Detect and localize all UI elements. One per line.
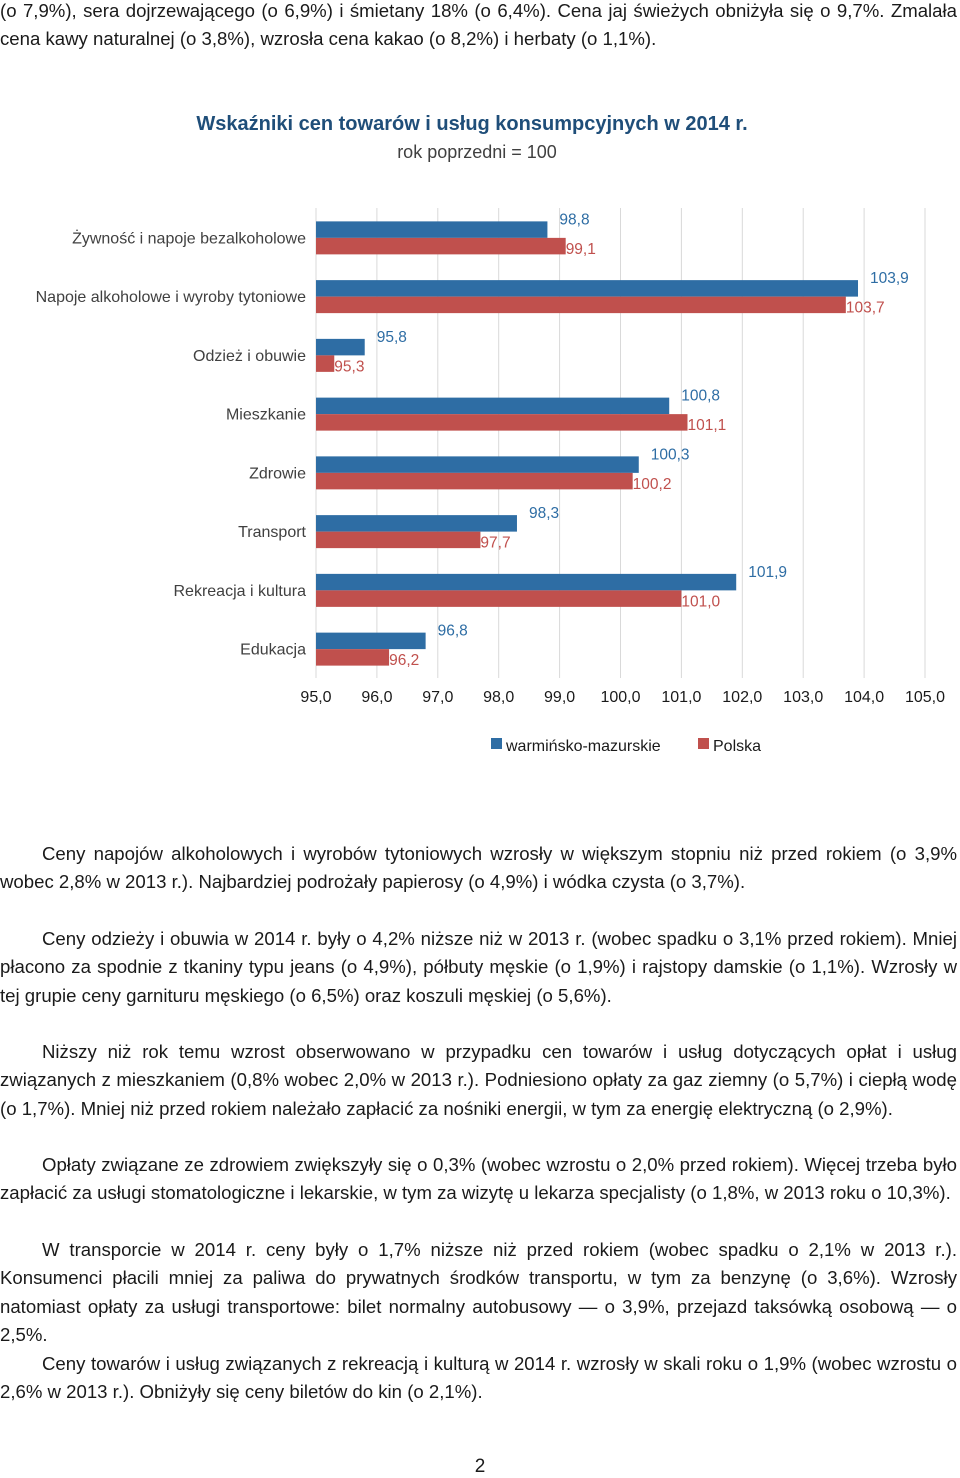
paragraph-housing: Niższy niż rok temu wzrost obserwowano w przypadku cen towarów i usług dotyczących opłat i usług związanych z mieszkaniem (0,8% wobec 2,0% w 2013 r.). Podniesiono opłaty za gaz ziemny (o 5,7%) i ciepłą wodę (o 1,7%). Mniej niż przed rokiem należało zapłacić za nośniki energii, w tym za energię elektryczną (o 2,9%). <box>0 1041 957 1119</box>
x-tick-label: 96,0 <box>361 689 393 706</box>
data-label-polska: 103,7 <box>845 299 885 317</box>
x-tick-label: 103,0 <box>783 689 824 706</box>
category-label: Odzież i obuwie <box>193 347 306 365</box>
x-tick-label: 104,0 <box>844 689 885 706</box>
bar-polska <box>316 590 681 607</box>
category-label: Edukacja <box>240 641 306 659</box>
data-label-warminsko-mazurskie: 98,3 <box>528 505 560 523</box>
bar-polska <box>316 414 687 431</box>
category-label: Zdrowie <box>249 465 306 483</box>
data-label-warminsko-mazurskie: 98,8 <box>559 211 590 229</box>
legend-label-polska: Polska <box>713 738 762 755</box>
bar-warminsko-mazurskie <box>316 339 365 356</box>
paragraph-transport: W transporcie w 2014 r. ceny były o 1,7% niższe niż przed rokiem (wobec spadku o 2,1% w 2013 r.). Konsumenci płacili mniej za paliwa do prywatnych środków transportu, w tym za benzynę (o 3,6%). Wzrosły natomiast opłaty za usługi transportowe: bilet normalny autobusowy — o 3,9%, przejazd taksówką osobową — o 2,5%. <box>0 1239 957 1346</box>
chart-title: Wskaźniki cen towarów i usług konsumpcyjnych w 2014 r. <box>196 113 748 135</box>
bar-warminsko-mazurskie <box>316 515 517 532</box>
bar-polska <box>316 355 334 372</box>
bar-polska <box>316 297 846 314</box>
bar-warminsko-mazurskie <box>316 280 858 297</box>
legend-swatch-polska <box>698 738 709 749</box>
bar-warminsko-mazurskie <box>316 456 639 473</box>
x-tick-label: 98,0 <box>483 689 515 706</box>
data-label-warminsko-mazurskie: 95,8 <box>376 328 407 346</box>
paragraph-health: Opłaty związane ze zdrowiem zwiększyły się o 0,3% (wobec wzrostu o 2,0% przed rokiem). Więcej trzeba było zapłacić za usługi stomatologiczne i lekarskie, w tym za wizytę u lekarza specjalisty (o 1,8%, w 2013 roku o 10,3%). <box>0 1154 957 1204</box>
bar-polska <box>316 532 480 549</box>
price-index-chart <box>0 100 960 770</box>
category-label: Żywność i napoje bezalkoholowe <box>72 230 306 248</box>
top-paragraph: (o 7,9%), sera dojrzewającego (o 6,9%) i śmietany 18% (o 6,4%). Cena jaj świeżych obniżyła się o 9,7%. Zmalała cena kawy naturalnej (o 3,8%), wzrosła cena kakao (o 8,2%) i herbaty (o 1,1%). <box>0 0 957 50</box>
bar-warminsko-mazurskie <box>316 574 736 591</box>
legend-swatch-warminsko-mazurskie <box>491 738 502 749</box>
data-label-warminsko-mazurskie: 101,9 <box>748 563 788 581</box>
bar-polska <box>316 649 389 666</box>
x-tick-label: 102,0 <box>722 689 763 706</box>
data-label-warminsko-mazurskie: 100,3 <box>650 446 690 464</box>
x-tick-label: 101,0 <box>661 689 702 706</box>
chart-bars <box>316 221 858 665</box>
paragraph-clothing: Ceny odzieży i obuwia w 2014 r. były o 4,2% niższe niż w 2013 r. (wobec spadku o 3,1% przed rokiem). Mniej płacono za spodnie z tkaniny typu jeans (o 4,9%), półbuty męskie (o 1,9%) i rajstopy damskie (o 1,1%). Wzrosły w tej grupie ceny garnituru męskiego (o 6,5%) oraz koszuli męskiej (o 5,6%). <box>0 928 957 1006</box>
paragraph-alcohol: Ceny napojów alkoholowych i wyrobów tytoniowych wzrosły w większym stopniu niż przed rokiem (o 3,9% wobec 2,8% w 2013 r.). Najbardziej podrożały papierosy (o 4,9%) i wódka czysta (o 3,7%). <box>0 843 957 893</box>
page-number: 2 <box>474 1456 486 1477</box>
bar-polska <box>316 473 633 490</box>
data-label-warminsko-mazurskie: 103,9 <box>870 270 909 288</box>
bar-warminsko-mazurskie <box>316 398 669 415</box>
chart-legend <box>491 738 761 755</box>
category-label: Transport <box>238 524 306 542</box>
data-label-polska: 99,1 <box>565 240 596 258</box>
bar-polska <box>316 238 566 255</box>
data-label-warminsko-mazurskie: 100,8 <box>681 387 721 405</box>
data-label-warminsko-mazurskie: 96,8 <box>437 622 468 640</box>
data-label-polska: 96,2 <box>389 652 420 670</box>
x-axis-ticks <box>300 689 945 706</box>
bar-warminsko-mazurskie <box>316 221 547 238</box>
x-tick-label: 105,0 <box>904 689 946 706</box>
x-tick-label: 95,0 <box>300 689 332 706</box>
data-label-polska: 101,1 <box>687 417 727 435</box>
paragraph-recreation: Ceny towarów i usług związanych z rekreacją i kulturą w 2014 r. wzrosły w skali roku o 1,9% (wobec wzrostu o 2,6% w 2013 r.). Obniżyły się ceny biletów do kin (o 2,1%). <box>0 1353 957 1403</box>
data-label-polska: 97,7 <box>480 534 511 552</box>
category-label: Mieszkanie <box>225 406 306 424</box>
x-tick-label: 100,0 <box>600 689 641 706</box>
category-labels <box>36 228 307 658</box>
category-label: Rekreacja i kultura <box>173 582 306 600</box>
category-label: Napoje alkoholowe i wyroby tytoniowe <box>35 289 306 307</box>
chart-subtitle: rok poprzedni = 100 <box>397 142 557 162</box>
data-label-polska: 100,2 <box>632 475 672 493</box>
data-label-polska: 101,0 <box>681 593 721 611</box>
bar-warminsko-mazurskie <box>316 633 426 650</box>
x-tick-label: 97,0 <box>422 689 454 706</box>
legend-label-warminsko-mazurskie: warmińsko-mazurskie <box>506 738 661 755</box>
chart-gridlines <box>316 208 925 678</box>
x-tick-label: 99,0 <box>544 689 576 706</box>
data-label-polska: 95,3 <box>334 358 365 376</box>
